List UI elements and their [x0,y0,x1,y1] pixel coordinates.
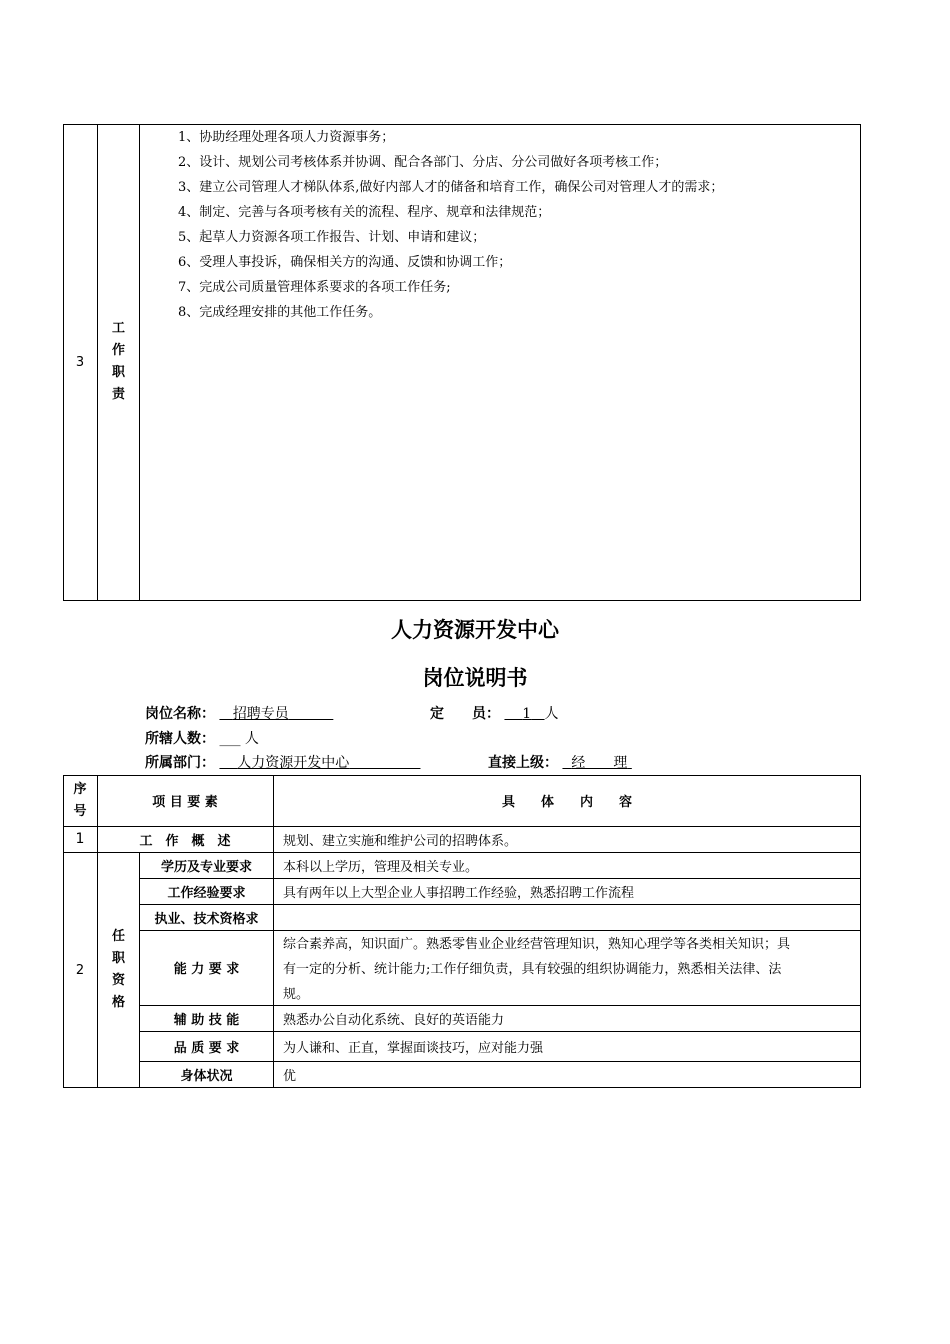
duty-item: 6、受理人事投诉，确保相关方的沟通、反馈和协调工作； [178,255,512,270]
health-content: 优 [283,1069,297,1084]
row2-index: 2 [75,962,85,978]
subordinates-unit: 人 [244,731,259,747]
doc-title: 岗位说明书 [422,666,528,690]
experience-content: 具有两年以上大型企业人事招聘工作经验，熟悉招聘工作流程 [283,885,635,901]
quota-field [430,705,559,723]
position-name-value: 招聘专员 [232,706,289,722]
quota-label: 定 员： [430,706,500,722]
superior-value: 经 理 [571,755,628,771]
job-spec-table [63,775,861,1088]
education-label: 学历及专业要求 [160,859,252,875]
superior-field [488,754,632,772]
duties-col-divider-2 [139,124,140,601]
auxiliary-skills-content: 熟悉办公自动化系统、良好的英语能力 [283,1012,505,1028]
position-name-field [145,705,333,723]
duty-item: 8、完成经理安排的其他工作任务。 [178,305,382,320]
health-label: 身体状况 [180,1069,233,1084]
ability-content [273,932,861,1005]
row2-category-label: 任 职 资 格 [111,929,125,1010]
org-title: 人力资源开发中心 [391,618,559,642]
duty-item: 5、起草人力资源各项工作报告、计划、申请和建议； [178,230,486,245]
ability-label: 能 力 要 求 [173,962,240,977]
ability-content-line: 规。 [283,987,310,1002]
auxiliary-skills-label: 辅 助 技 能 [173,1012,240,1028]
subordinates-value: ___ [219,731,241,747]
col-header-index: 序 号 [73,781,87,819]
certification-content [273,904,861,930]
quality-label: 品 质 要 求 [173,1040,240,1056]
col-header-items: 项 目 要 素 [152,795,218,810]
position-name-label: 岗位名称： [145,706,215,722]
experience-label: 工作经验要求 [167,885,246,901]
duty-item: 4、制定、完善与各项考核有关的流程、程序、规章和法律规范； [178,205,551,220]
department-field [145,754,420,772]
duty-item: 7、完成公司质量管理体系要求的各项工作任务; [178,280,451,295]
col-header-content: 具 体 内 容 [501,795,632,810]
ability-content-line: 有一定的分析、统计能力;工作仔细负责，具有较强的组织协调能力，熟悉相关法律、法 [283,962,782,977]
subordinates-field [145,730,259,748]
education-content: 本科以上学历，管理及相关专业。 [283,859,479,875]
department-value: 人力资源开发中心 [237,755,350,771]
quota-unit: 人 [544,706,559,722]
duties-category-label: 工 作 职 责 [111,321,125,402]
subordinates-label: 所辖人数： [145,731,215,747]
row1-label: 工 作 概 述 [139,833,231,849]
quality-content: 为人谦和、正直，掌握面谈技巧，应对能力强 [283,1040,544,1056]
row1-content: 规划、建立实施和维护公司的招聘体系。 [283,833,518,849]
department-label: 所属部门： [145,755,215,771]
duty-item: 1、协助经理处理各项人力资源事务； [178,130,395,145]
certification-label: 执业、技术资格求 [154,911,259,927]
row1-index: 1 [75,831,85,847]
duty-item: 3、建立公司管理人才梯队体系,做好内部人才的储备和培育工作，确保公司对管理人才的需求； [178,180,724,195]
quota-value: 1 [522,706,532,722]
duty-item: 2、设计、规划公司考核体系并协调、配合各部门、分店、分公司做好各项考核工作； [178,155,668,170]
duties-index: 3 [75,355,85,370]
superior-label: 直接上级： [488,755,558,771]
ability-content-line: 综合素养高，知识面广。熟悉零售业企业经营管理知识，熟知心理学等各类相关知识；具 [283,937,791,952]
